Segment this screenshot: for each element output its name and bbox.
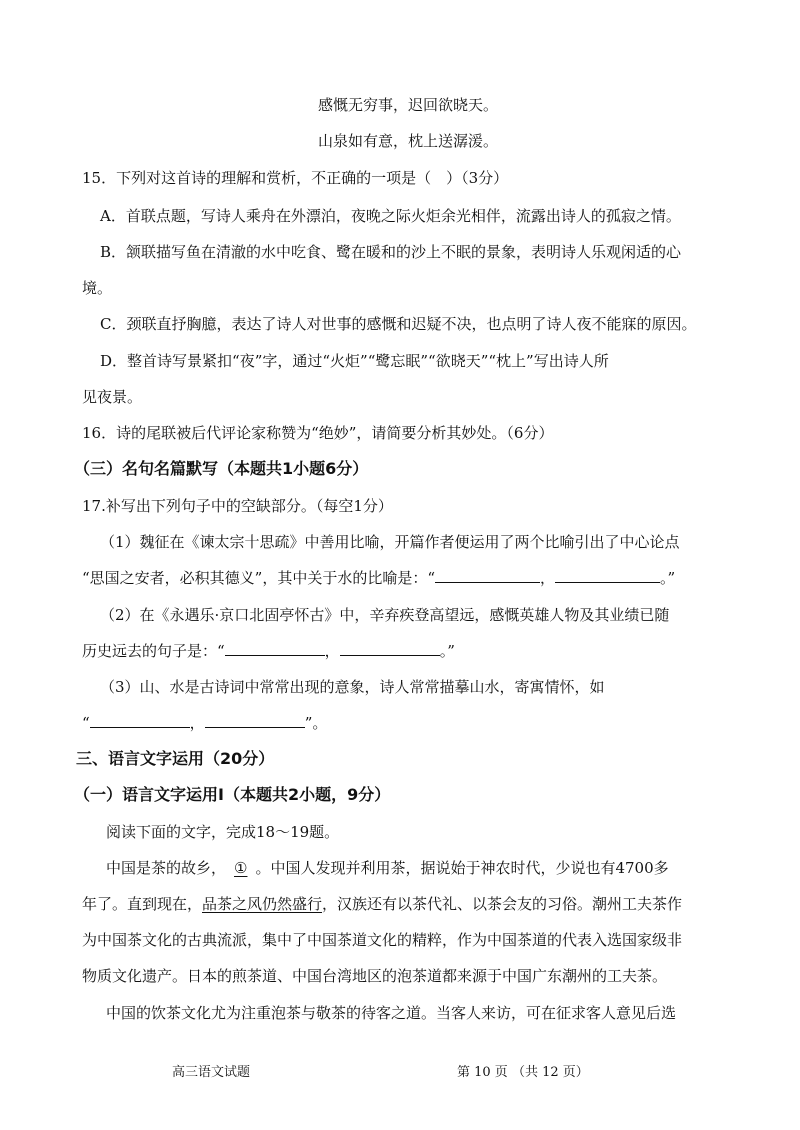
answer-blank[interactable]: [555, 568, 660, 583]
question-17-part-3-line1: （3）山、水是古诗词中常常出现的意象，诗人常常描摹山水，寄寓情怀，如: [100, 678, 605, 696]
passage-line-3: 为中国茶文化的古典流派，集中了中国茶道文化的精粹，作为中国茶道的代表入选国家级非: [82, 931, 683, 949]
section-heading-language-use: 三、语言文字运用（20分）: [76, 749, 275, 768]
question-15-option-b-line1: B．颔联描写鱼在清澈的水中吃食、鹭在暖和的沙上不眠的景象，表明诗人乐观闲适的心: [100, 243, 682, 261]
poem-line-4: 山泉如有意，枕上送潺湲。: [318, 132, 499, 150]
question-16: 16．诗的尾联被后代评论家称赞为“绝妙”，请简要分析其妙处。（6分）: [82, 424, 554, 442]
passage-line-5: 中国的饮茶文化尤为注重泡茶与敬茶的待客之道。当客人来访，可在征求客人意见后选: [106, 1004, 677, 1022]
question-17-part-1-prefix: “思国之安者，必积其德义”，其中关于水的比喻是：“: [82, 569, 436, 587]
question-15-stem: 15．下列对这首诗的理解和赏析，不正确的一项是（ ）（3分）: [82, 169, 509, 187]
answer-blank[interactable]: [340, 641, 440, 656]
passage-text: 中国是茶的故乡，: [106, 859, 227, 877]
blank-separator: ，: [324, 642, 340, 660]
blank-marker-1: ①: [234, 859, 248, 877]
question-15-option-d-line1: D．整首诗写景紧扣“夜”字，通过“火炬”“鹭忘眠”“欲晓天”“枕上”写出诗人所: [100, 352, 609, 370]
question-17-part-2-prefix: 历史远去的句子是：“: [82, 642, 225, 660]
section-heading-language-use-1: （一）语言文字运用Ⅰ（本题共2小题，9分）: [74, 785, 391, 804]
passage-text: ，汉族还有以茶代礼、以茶会友的习俗。潮州工夫茶作: [322, 895, 683, 913]
section-heading-famous-lines: （三）名句名篇默写（本题共1小题6分）: [74, 459, 369, 478]
blank-close: 。”: [439, 642, 455, 660]
answer-blank[interactable]: [435, 568, 540, 583]
poem-line-3: 感慨无穷事，迟回欲晓天。: [318, 96, 499, 114]
blank-separator: ，: [189, 714, 205, 732]
passage-line-4: 物质文化遗产。日本的煎茶道、中国台湾地区的泡茶道都来源于中国广东潮州的工夫茶。: [82, 967, 668, 985]
passage-text: 年了。直到现在，: [82, 895, 203, 913]
question-15-option-c: C．颈联直抒胸臆，表达了诗人对世事的感慨和迟疑不决，也点明了诗人夜不能寐的原因。: [100, 315, 697, 333]
question-15-option-d-line2: 见夜景。: [82, 388, 143, 406]
question-17-part-3-line2: [82, 713, 327, 733]
question-15-option-b-line2: 境。: [82, 279, 113, 297]
question-17-part-1-line2: [82, 568, 675, 588]
reading-instruction: 阅读下面的文字，完成18～19题。: [106, 823, 340, 841]
underlined-phrase: 品茶之风仍然盛行: [202, 895, 323, 913]
passage-line-2: [82, 894, 682, 914]
passage-line-1: [106, 858, 669, 878]
answer-blank[interactable]: [90, 713, 190, 728]
question-17-stem: 17.补写出下列句子中的空缺部分。（每空1分）: [82, 497, 393, 515]
question-15-option-a: A．首联点题，写诗人乘舟在外漂泊，夜晚之际火炬余光相伴，流露出诗人的孤寂之情。: [100, 207, 681, 225]
footer-page-number: 第 10 页 （共 12 页）: [457, 1065, 589, 1080]
answer-blank[interactable]: [225, 641, 325, 656]
question-17-part-2-line1: （2）在《永遇乐·京口北固亭怀古》中，辛弃疾登高望远，感慨英雄人物及其业绩已随: [100, 606, 670, 624]
passage-text: 。中国人发现并利用茶，据说始于神农时代，少说也有4700多: [255, 859, 669, 877]
blank-open: “: [82, 714, 90, 732]
footer-title: 高三语文试题: [172, 1065, 251, 1080]
blank-separator: ，: [540, 569, 556, 587]
question-17-part-1-line1: （1）魏征在《谏太宗十思疏》中善用比喻，开篇作者便运用了两个比喻引出了中心论点: [100, 533, 680, 551]
blank-close: 。”: [660, 569, 676, 587]
blank-close: ”。: [304, 714, 328, 732]
question-17-part-2-line2: [82, 641, 455, 661]
answer-blank[interactable]: [205, 713, 305, 728]
